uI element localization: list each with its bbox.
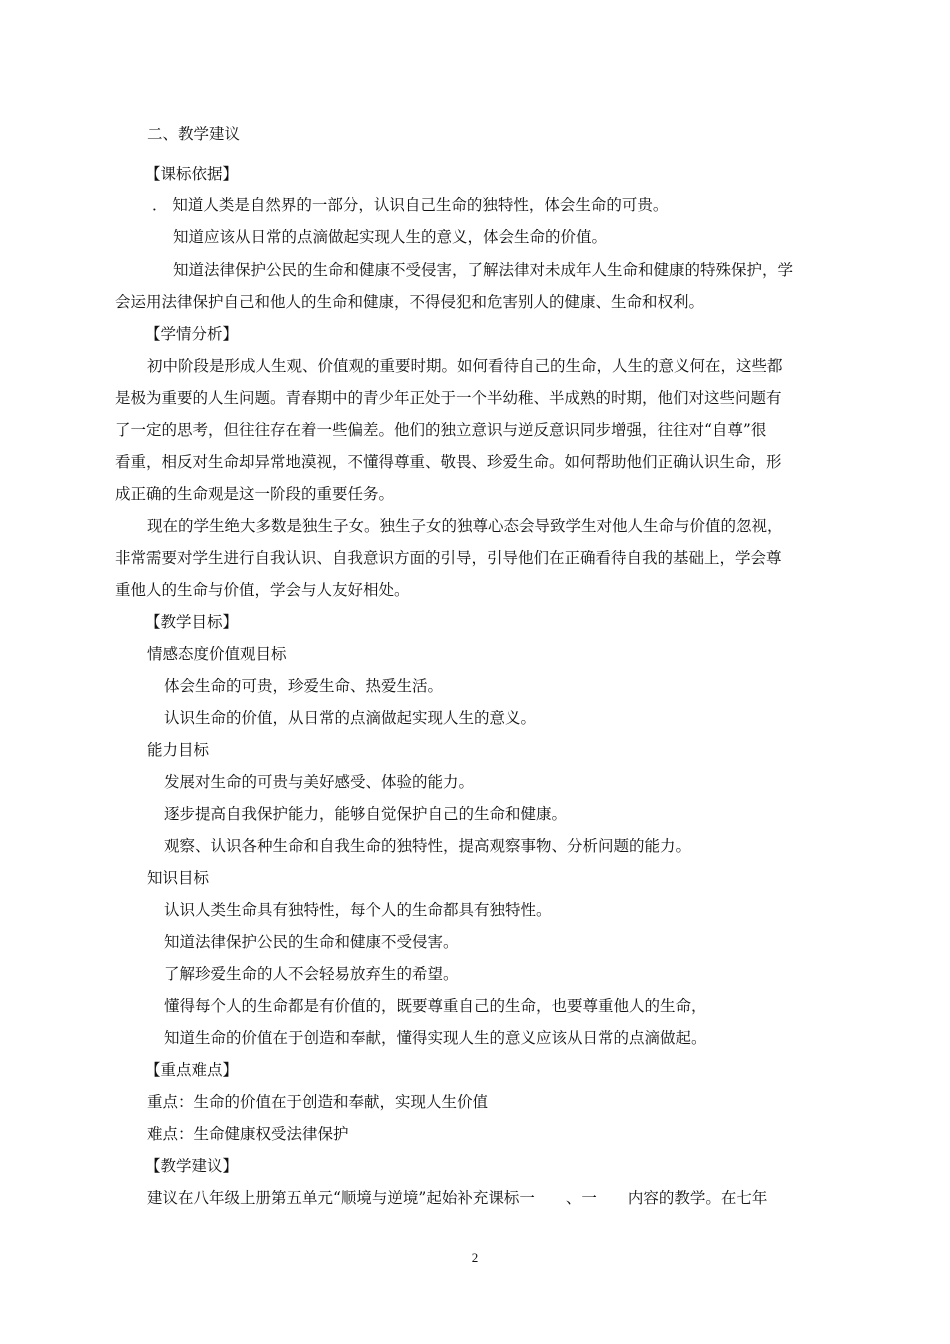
xueqing-line: 非常需要对学生进行自我认识、自我意识方面的引导，引导他们在正确看待自我的基础上，学会尊 [115, 549, 782, 567]
xueqing-line: 是极为重要的人生问题。青春期中的青少年正处于一个半幼稚、半成熟的时期，他们对这些问题有 [115, 389, 782, 407]
kebiao-line: 知道应该从日常的点滴做起实现人生的意义，体会生命的价值。 [173, 228, 608, 246]
goal-line: 知道生命的价值在于创造和奉献，懂得实现人生的意义应该从日常的点滴做起。 [164, 1029, 707, 1047]
page-number: 2 [471, 1250, 479, 1265]
xueqing-line: 现在的学生绝大多数是独生子女。独生子女的独尊心态会导致学生对他人生命与价值的忽视， [147, 517, 783, 535]
heading-mubiao: 【教学目标】 [145, 613, 239, 631]
subheading-zhishi: 知识目标 [147, 869, 210, 887]
xueqing-line: 成正确的生命观是这一阶段的重要任务。 [115, 485, 395, 503]
heading-kebiao: 【课标依据】 [145, 165, 239, 183]
goal-line: 了解珍爱生命的人不会轻易放弃生的希望。 [164, 965, 459, 983]
goal-line: 观察、认识各种生命和自我生命的独特性，提高观察事物、分析问题的能力。 [164, 837, 692, 855]
xueqing-line: 初中阶段是形成人生观、价值观的重要时期。如何看待自己的生命，人生的意义何在，这些都 [147, 357, 783, 375]
kebiao-line: 知道法律保护公民的生命和健康不受侵害，了解法律对未成年人生命和健康的特殊保护，学 [173, 261, 794, 279]
heading-xueqing: 【学情分析】 [145, 325, 239, 343]
goal-line: 发展对生命的可贵与美好感受、体验的能力。 [164, 773, 475, 791]
subheading-qinggan: 情感态度价值观目标 [147, 645, 287, 663]
goal-line: 体会生命的可贵，珍爱生命、热爱生活。 [164, 677, 444, 695]
xueqing-line: 看重，相反对生命却异常地漠视，不懂得尊重、敬畏、珍爱生命。如何帮助他们正确认识生命，形 [115, 453, 782, 471]
kebiao-line: 会运用法律保护自己和他人的生命和健康，不得侵犯和危害别人的健康、生命和权利。 [115, 293, 705, 311]
heading-jianyi: 【教学建议】 [145, 1157, 239, 1175]
goal-line: 认识生命的价值，从日常的点滴做起实现人生的意义。 [164, 709, 537, 727]
heading-zhongdian: 【重点难点】 [145, 1061, 239, 1079]
kebiao-line: ． 知道人类是自然界的一部分，认识自己生命的独特性，体会生命的可贵。 [152, 196, 669, 214]
subheading-nengli: 能力目标 [147, 741, 210, 759]
goal-line: 懂得每个人的生命都是有价值的，既要尊重自己的生命，也要尊重他人的生命， [164, 997, 707, 1015]
goal-line: 知道法律保护公民的生命和健康不受侵害。 [164, 933, 459, 951]
goal-line: 逐步提高自我保护能力，能够自觉保护自己的生命和健康。 [164, 805, 568, 823]
goal-line: 认识人类生命具有独特性，每个人的生命都具有独特性。 [164, 901, 552, 919]
xueqing-line: 重他人的生命与价值，学会与人友好相处。 [115, 581, 410, 599]
section-title: 二、教学建议 [147, 125, 241, 143]
jianyi-line: 建议在八年级上册第五单元“顺境与逆境”起始补充课标一 、一 内容的教学。在七年 [147, 1189, 768, 1207]
difficult-point: 难点：生命健康权受法律保护 [147, 1125, 349, 1143]
xueqing-line: 了一定的思考，但往往存在着一些偏差。他们的独立意识与逆反意识同步增强，往往对“自尊”很 [115, 421, 767, 439]
key-point: 重点：生命的价值在于创造和奉献，实现人生价值 [147, 1093, 489, 1111]
